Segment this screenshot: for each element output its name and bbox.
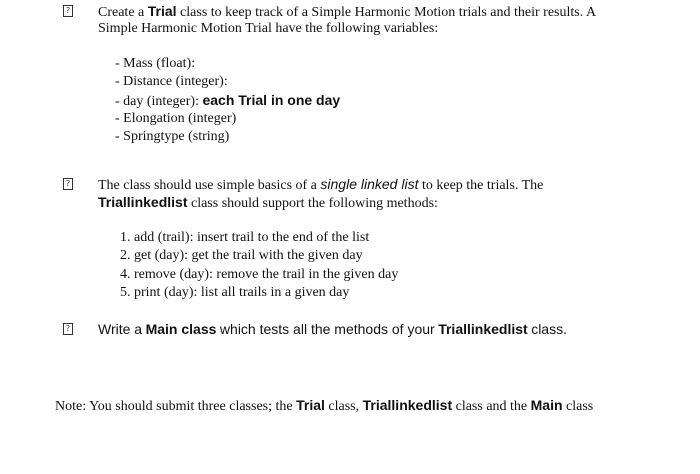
bullet-icon-1: ? — [63, 5, 73, 17]
bullet-icon-3: ? — [63, 323, 73, 335]
method-remove: 4. remove (day): remove the trail in the given day — [120, 267, 399, 282]
main-class-keyword: Main class — [145, 321, 217, 337]
variable-elongation: - Elongation (integer) — [115, 111, 237, 126]
item2-text-a: The class should use simple basics of a — [98, 178, 317, 193]
item3-text-a: Write a — [98, 321, 143, 337]
note-main-keyword: Main — [530, 397, 563, 413]
variable-distance: - Distance (integer): — [115, 74, 228, 89]
variable-day — [115, 91, 340, 111]
variable-mass: - Mass (float): — [115, 56, 196, 71]
variable-day-label: - day (integer): — [115, 94, 199, 109]
item1-text-a: Create a — [98, 5, 145, 20]
item2-text-b: class should support the following methods: — [190, 196, 438, 211]
note-text-c: class, — [328, 399, 360, 414]
note-text-e: class and the — [455, 399, 528, 414]
item1-line1 — [98, 2, 596, 22]
note-text-g: class — [566, 399, 594, 414]
note-text-a: Note: You should submit three classes; the — [55, 399, 293, 414]
method-get: 2. get (day): get the trail with the given day — [120, 248, 363, 263]
method-add: 1. add (trail): insert trail to the end of the list — [120, 230, 370, 245]
bullet-icon-2: ? — [63, 178, 73, 190]
item3-text-c: which tests all the methods of your — [219, 321, 435, 337]
item2-line1 — [98, 175, 543, 195]
note-triallinkedlist-keyword: Triallinkedlist — [362, 397, 453, 413]
item2-line2 — [98, 193, 438, 213]
variable-springtype: - Springtype (string) — [115, 129, 230, 144]
item3-line — [98, 320, 567, 340]
single-linked-list-keyword: single linked list — [320, 176, 419, 192]
trial-keyword: Trial — [147, 3, 177, 19]
submission-note — [55, 396, 593, 416]
item1-line2: Simple Harmonic Motion Trial have the following variables: — [98, 21, 439, 36]
triallinkedlist-keyword-2: Triallinkedlist — [438, 321, 528, 337]
item1-text-c: class to keep track of a Simple Harmonic Motion trials and their results. A — [180, 5, 597, 20]
method-print: 5. print (day): list all trails in a given day — [120, 285, 350, 300]
note-trial-keyword: Trial — [296, 397, 325, 413]
variable-day-note: each Trial in one day — [202, 92, 341, 108]
item3-text-e: class. — [531, 321, 567, 337]
item2-text-c: to keep the trials. The — [421, 178, 544, 193]
triallinkedlist-keyword: Triallinkedlist — [98, 194, 188, 210]
